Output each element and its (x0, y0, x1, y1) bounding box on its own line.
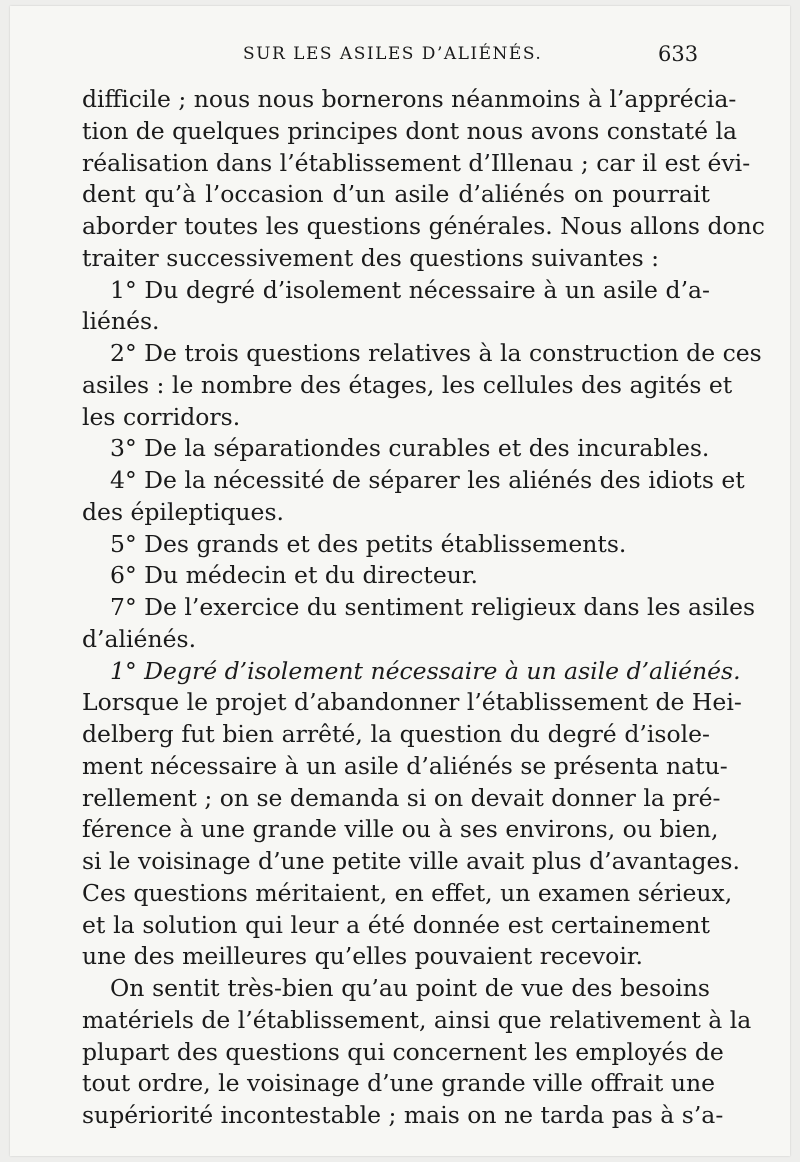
text-line: Lorsque le projet d’abandonner l’établissement de Hei- (82, 688, 742, 717)
text-line: si le voisinage d’une petite ville avait plus d’avantages. (82, 847, 740, 875)
text-line: traiter successivement des questions suivantes : (82, 243, 660, 272)
text-line: férence à une grande ville ou à ses environs, ou bien, (82, 815, 719, 844)
list-item: 3° De la séparationdes curables et des incurables. (110, 434, 710, 463)
text-line: tion de quelques principes dont nous avons constaté la (82, 116, 738, 145)
section-heading: 1° Degré d’isolement nécessaire à un asile d’aliénés. (110, 656, 741, 685)
list-item: 6° Du médecin et du directeur. (110, 561, 478, 590)
text-line: aborder toutes les questions générales. Nous allons donc (82, 212, 765, 240)
list-item: 1° Du degré d’isolement nécessaire à un asile d’a- (110, 275, 710, 304)
text-line: une des meilleures qu’elles pouvaient recevoir. (82, 942, 643, 971)
text-line: et la solution qui leur a été donnée est certainement (82, 910, 710, 939)
text-line: rellement ; on se demanda si on devait donner la pré- (82, 783, 721, 812)
text-line: des épileptiques. (82, 497, 284, 526)
text-line: liénés. (82, 307, 160, 336)
text-line: On sentit très-bien qu’au point de vue des besoins (110, 974, 710, 1002)
text-line: matériels de l’établissement, ainsi que relativement à la (82, 1005, 752, 1034)
list-item: 2° De trois questions relatives à la construction de ces (110, 339, 762, 367)
running-head (0, 44, 800, 74)
page-number: 633 (658, 42, 699, 66)
text-line: d’aliénés. (82, 624, 197, 653)
list-item: 5° Des grands et des petits établissements. (110, 529, 627, 558)
list-item: 7° De l’exercice du sentiment religieux dans les asiles (110, 593, 756, 621)
body-text (82, 84, 765, 1132)
text-line: difficile ; nous nous bornerons néanmoins à l’apprécia- (82, 85, 737, 113)
text-line: Ces questions méritaient, en effet, un examen sérieux, (82, 878, 733, 907)
text-line: asiles : le nombre des étages, les cellules des agités et (82, 370, 733, 399)
text-line: delberg fut bien arrêté, la question du degré d’isole- (82, 720, 710, 748)
text-line: les corridors. (82, 402, 241, 431)
text-line: réalisation dans l’établissement d’Illenau ; car il est évi- (82, 148, 751, 177)
list-item: 4° De la nécessité de séparer les aliénés des idiots et (110, 466, 745, 494)
text-line: tout ordre, le voisinage d’une grande ville offrait une (82, 1069, 716, 1098)
text-line: supériorité incontestable ; mais on ne tarda pas à s’a- (82, 1101, 724, 1129)
text-line: dent qu’à l’occasion d’un asile d’aliénés on pourrait (82, 180, 710, 209)
running-title: SUR LES ASILES D’ALIÉNÉS. (243, 44, 543, 64)
text-line: plupart des questions qui concernent les employés de (82, 1037, 724, 1066)
text-line: ment nécessaire à un asile d’aliénés se présenta natu- (82, 751, 728, 780)
